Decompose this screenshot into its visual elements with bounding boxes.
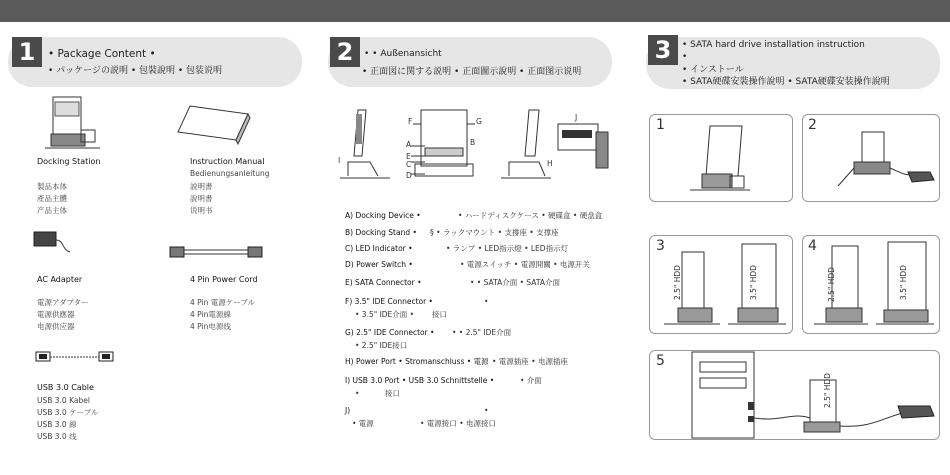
package-item-name: 4 Pin Power Cord — [190, 275, 258, 284]
part-desc: • ランプ • LED指示燈 • LED指示灯 — [446, 244, 569, 253]
package-item-cjk: 4 Pin 電源ケーブル — [190, 298, 256, 307]
part-desc: • 電源插座 • 电源插座 — [492, 357, 568, 366]
package-item-cjk: 說明書 — [190, 194, 213, 203]
part-label: • 3.5" IDE介面 • — [355, 310, 415, 319]
package-item-cjk: 电源供应器 — [37, 322, 75, 331]
section-2-subtitle: • 正面図に関する説明 • 正面圖示說明 • 正面图示说明 — [362, 67, 582, 77]
section-1-number: 1 — [12, 37, 42, 67]
part-label: • — [355, 389, 360, 398]
package-item-cjk: 製品本体 — [37, 182, 67, 191]
part-label: E) SATA Connector • — [345, 278, 422, 287]
diagram-letter: D — [406, 171, 412, 180]
diagram-letter: A — [406, 140, 412, 149]
package-item-cjk: USB 3.0 Kabel — [37, 396, 90, 405]
hdd-label: 3.5" HDD — [899, 265, 908, 300]
diagram-letter: F — [408, 117, 413, 126]
package-item-cjk: USB 3.0 線 — [37, 420, 77, 429]
part-desc: • 介面 — [520, 376, 542, 385]
section-2-header — [328, 37, 612, 87]
dock-insert-icon — [690, 124, 750, 196]
diagram-letter: I — [338, 156, 341, 165]
section-3-title: • SATA hard drive installation instruction — [682, 40, 865, 50]
manual-icon — [178, 104, 250, 144]
part-label: I) USB 3.0 Port • USB 3.0 Schnittstelle • — [345, 376, 495, 385]
step-number: 3 — [656, 238, 665, 254]
package-item-name: USB 3.0 Cable — [37, 383, 94, 392]
package-item-cjk: 電源供應器 — [37, 310, 75, 319]
part-desc: • ハードディスクケース • 硬碟盒 • 硬盘盒 — [458, 211, 603, 220]
section-1-subtitle: • パッケージの説明 • 包裝說明 • 包装说明 — [48, 66, 223, 76]
part-desc: 接口 — [385, 389, 400, 398]
package-item-cjk: 説明書 — [190, 182, 213, 191]
package-item-cjk: 说明书 — [190, 206, 213, 215]
part-label: D) Power Switch • — [345, 260, 413, 269]
hdd-label: 2.5" HDD — [673, 265, 682, 300]
part-desc: • 電源スイッチ • 電源開關 • 电源开关 — [460, 260, 590, 269]
section-3-number: 3 — [648, 35, 678, 65]
section-2-title: • • Außenansicht — [364, 49, 442, 59]
package-item-cjk: 4 Pin電源線 — [190, 310, 231, 319]
hdd-label: 2.5" HDD — [827, 267, 836, 302]
section-1-header — [8, 37, 302, 87]
ac-adapter-icon — [32, 228, 72, 256]
hdd-label: 2.5" HDD — [823, 373, 832, 408]
step-number: 4 — [808, 238, 817, 254]
top-banner — [0, 0, 950, 22]
diagram-letter: H — [547, 159, 553, 168]
dock-rear-view-icon — [495, 108, 555, 183]
package-item-cjk: USB 3.0 ケーブル — [37, 408, 99, 417]
step-number: 5 — [656, 353, 665, 369]
part-label: • 電源 — [352, 419, 374, 428]
package-item-sub: Bedienungsanleitung — [190, 169, 270, 178]
connect-computer-icon — [692, 352, 938, 438]
package-item-cjk: 電源アダプター — [37, 298, 89, 307]
dock-side-view-icon — [340, 108, 395, 183]
diagram-letter: C — [406, 160, 412, 169]
section-2-number: 2 — [330, 37, 360, 67]
dock-power-icon — [830, 128, 934, 194]
part-label: H) Power Port • Stromanschluss • 電源 — [345, 357, 489, 366]
dock-front-view-icon — [405, 108, 480, 183]
power-cord-icon — [168, 242, 264, 262]
part-desc: 接口 — [432, 310, 447, 319]
part-label: • 2.5" IDE接口 — [355, 341, 408, 350]
section-3-line2: • — [682, 52, 688, 62]
package-item-cjk: 4 Pin电源线 — [190, 322, 231, 331]
docking-station-icon — [45, 94, 100, 152]
diagram-letter: E — [406, 152, 411, 161]
part-label: A) Docking Device • — [345, 211, 421, 220]
part-label: F) 3.5" IDE Connector • — [345, 297, 433, 306]
part-desc: • — [484, 297, 489, 306]
diagram-letter: B — [470, 138, 476, 147]
step-number: 2 — [808, 117, 817, 133]
part-desc: • • 2.5" IDE介面 — [452, 328, 512, 337]
part-desc: • 電源接口 • 电源接口 — [420, 419, 496, 428]
docked-25-hdd-icon — [814, 244, 868, 328]
dock-port-closeup-icon — [556, 112, 611, 172]
part-desc: • — [484, 406, 489, 415]
diagram-letter: G — [476, 117, 482, 126]
section-3-line4: • SATA硬碟安裝操作說明 • SATA硬碟安装操作說明 — [682, 77, 890, 87]
part-desc: • • SATA介面 • SATA介面 — [470, 278, 560, 287]
step-number: 1 — [656, 117, 665, 133]
part-desc: § • ラックマウント • 支撐座 • 支撑座 — [430, 228, 559, 237]
diagram-letter: J — [575, 113, 578, 122]
hdd-label: 3.5" HDD — [749, 265, 758, 300]
part-label: G) 2.5" IDE Connector • — [345, 328, 435, 337]
package-item-name: AC Adapter — [37, 275, 83, 284]
section-1-title: • Package Content • — [48, 48, 156, 60]
package-item-name: Docking Station — [37, 157, 101, 166]
package-item-cjk: 產品主體 — [37, 194, 67, 203]
package-item-cjk: USB 3.0 线 — [37, 432, 77, 441]
part-label: J) — [345, 406, 351, 415]
part-label: B) Docking Stand • — [345, 228, 417, 237]
package-item-cjk: 产品主体 — [37, 206, 67, 215]
usb-cable-icon — [35, 350, 115, 364]
part-label: C) LED Indicator • — [345, 244, 413, 253]
package-item-name: Instruction Manual — [190, 157, 265, 166]
section-3-line3: • インストール — [682, 65, 744, 75]
